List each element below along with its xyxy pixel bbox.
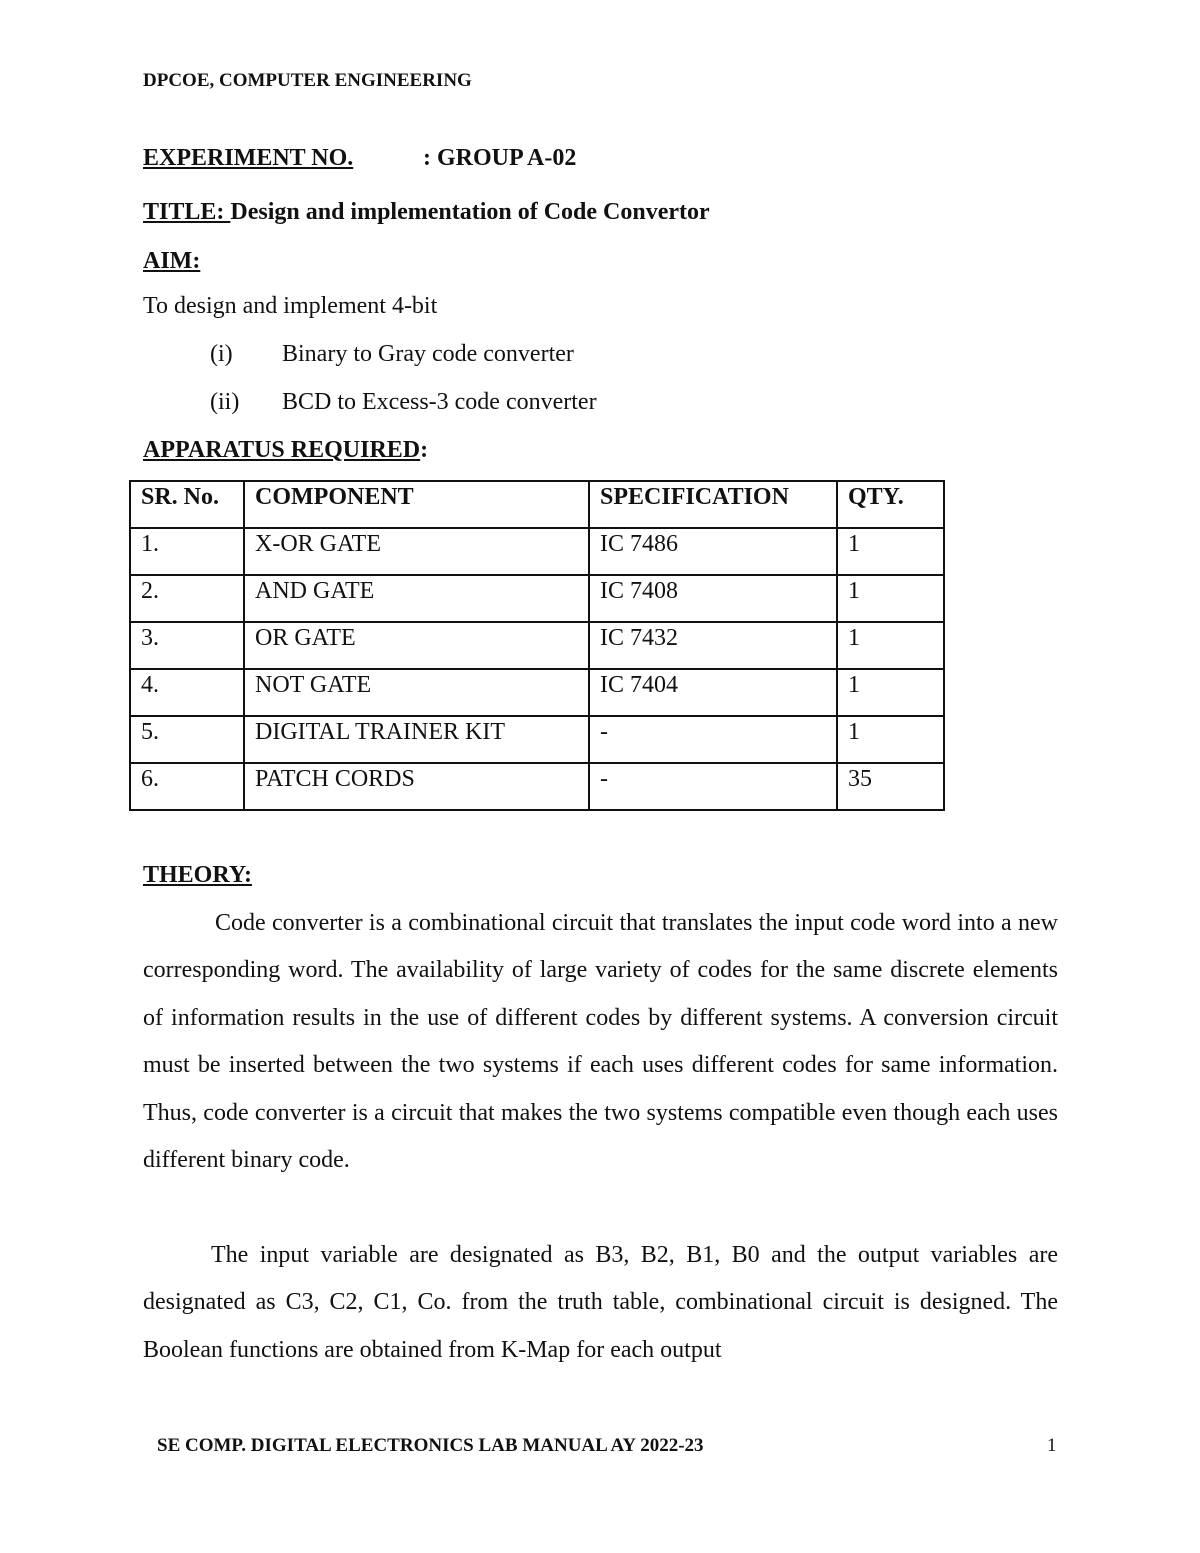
table-header-row [130, 481, 944, 528]
table-cell: 1 [837, 716, 944, 763]
table-cell: IC 7432 [589, 622, 837, 669]
column-header: SPECIFICATION [589, 481, 837, 528]
table-cell: AND GATE [244, 575, 589, 622]
title-label: TITLE: [143, 199, 231, 225]
table-cell: 6. [130, 763, 244, 810]
column-header: QTY. [837, 481, 944, 528]
aim-intro: To design and implement 4-bit [143, 293, 438, 319]
table-row [130, 669, 944, 716]
apparatus-heading-text: APPARATUS REQUIRED [143, 437, 421, 463]
apparatus-table [129, 480, 945, 811]
table-cell: X-OR GATE [244, 528, 589, 575]
table-cell: 4. [130, 669, 244, 716]
experiment-value: : GROUP A-02 [423, 145, 577, 171]
apparatus-heading-colon: : [420, 437, 429, 463]
table-cell: 3. [130, 622, 244, 669]
theory-paragraph-2: The input variable are designated as B3, B2, B1, B0 and the output variables are designated as C3, C2, C1, Co. from the truth table, combinational circuit is designed. The Boolean functions are obtained from K-Map for each output [143, 1242, 1058, 1363]
page-number: 1 [1047, 1435, 1057, 1456]
experiment-label: EXPERIMENT NO. [143, 145, 354, 171]
apparatus-heading [143, 437, 428, 464]
table-cell: OR GATE [244, 622, 589, 669]
table-cell: 1 [837, 669, 944, 716]
column-header: COMPONENT [244, 481, 589, 528]
page-footer: SE COMP. DIGITAL ELECTRONICS LAB MANUAL AY 2022-23 [157, 1435, 704, 1456]
table-cell: PATCH CORDS [244, 763, 589, 810]
experiment-line [143, 145, 577, 172]
aim-item-text: Binary to Gray code converter [282, 341, 574, 367]
theory-heading: THEORY: [143, 862, 252, 888]
column-header: SR. No. [130, 481, 244, 528]
table-row [130, 528, 944, 575]
table-cell: IC 7404 [589, 669, 837, 716]
title-text: Design and implementation of Code Convertor [230, 199, 710, 225]
table-cell: 1 [837, 622, 944, 669]
table-cell: 2. [130, 575, 244, 622]
table-cell: NOT GATE [244, 669, 589, 716]
title-line [143, 199, 710, 226]
table-cell: 35 [837, 763, 944, 810]
aim-item-number: (ii) [210, 389, 240, 415]
table-row [130, 622, 944, 669]
page-header: DPCOE, COMPUTER ENGINEERING [143, 70, 472, 91]
table-row [130, 575, 944, 622]
table-cell: IC 7408 [589, 575, 837, 622]
table-cell: 1. [130, 528, 244, 575]
aim-item-text: BCD to Excess-3 code converter [282, 389, 597, 415]
table-cell: IC 7486 [589, 528, 837, 575]
table-cell: 1 [837, 528, 944, 575]
aim-item-number: (i) [210, 341, 233, 367]
table-cell: DIGITAL TRAINER KIT [244, 716, 589, 763]
theory-paragraph-1: Code converter is a combinational circuit that translates the input code word into a new corresponding word. The availability of large variety of codes for the same discrete elements of information results in the use of different codes by different systems. A conversion circuit must be inserted between the two systems if each uses different codes for same information. Thus, code converter is a circuit that makes the two systems compatible even though each uses different binary code. [143, 910, 1058, 1174]
table-row [130, 763, 944, 810]
table-cell: 1 [837, 575, 944, 622]
table-cell: - [589, 763, 837, 810]
aim-heading: AIM: [143, 248, 201, 274]
table-cell: 5. [130, 716, 244, 763]
table-row [130, 716, 944, 763]
table-cell: - [589, 716, 837, 763]
